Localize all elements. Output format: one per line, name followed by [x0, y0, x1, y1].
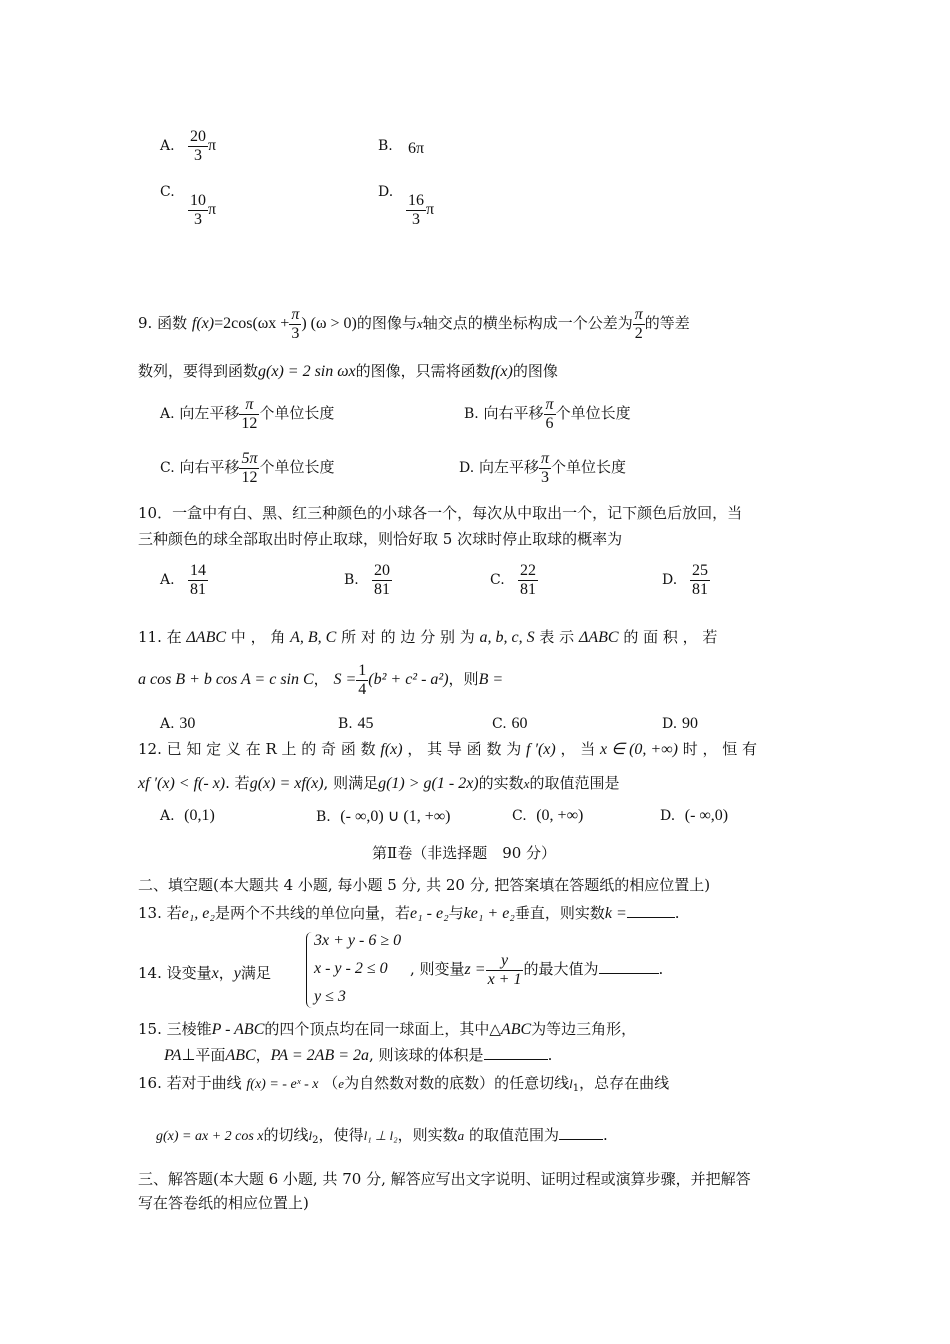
q10-option-b	[372, 562, 392, 598]
q14-denominator: x + 1	[487, 970, 522, 988]
q11-option-c	[492, 714, 527, 733]
q13-text2: 是两个不共线的单位向量，若	[214, 904, 410, 922]
q16-text: 16. 若对于曲线	[138, 1074, 242, 1092]
q10-d-label: D.	[662, 572, 678, 588]
q9-line1	[138, 306, 690, 342]
q9-l2-text: 数列，要得到函数	[138, 362, 259, 380]
q10-line2: 三种颜色的球全部取出时停止取球，则恰好取 5 次球时停止取球的概率为	[138, 530, 623, 548]
q15-abc2: ABC	[225, 1047, 256, 1064]
q9-two: 2	[634, 324, 643, 342]
q11-four: 4	[358, 680, 367, 698]
q9-c-label: C.	[160, 460, 175, 477]
q12-option-b	[316, 806, 450, 826]
q10-a-label: A.	[160, 572, 175, 588]
q16-e: e	[338, 1076, 345, 1091]
q13-text3: 与	[448, 904, 464, 922]
q16-line2: g(x) = ax + 2 cos x的切线$l_2$，使得l₁ ⊥ l₂，则实数a 的取值范围为 .	[156, 1126, 608, 1146]
q16-l1: l	[569, 1076, 573, 1091]
q11-line2	[138, 662, 503, 698]
q8-a-denominator: 3	[194, 146, 202, 164]
q14-text: 14. 设变量	[138, 964, 212, 982]
q10-c-label: C.	[490, 572, 505, 588]
q9-c-pre: 向右平移	[179, 458, 240, 477]
q15-text: 15. 三棱锥	[138, 1020, 212, 1038]
q9-c-post: 个单位长度	[259, 458, 335, 477]
q9-gx: g(x) = 2 sin ωx	[258, 363, 356, 380]
q9-b-den: 6	[545, 414, 554, 432]
q9-option-d	[459, 450, 626, 486]
q15-pyramid: P - ABC	[211, 1021, 265, 1038]
q15-abc: ABC	[500, 1021, 532, 1038]
q11-line1	[138, 626, 717, 647]
q8-option-a-label: A.	[160, 138, 175, 154]
q12-a-label: A.	[160, 808, 175, 824]
q11-s: S =	[333, 671, 357, 689]
q12-option-a	[160, 806, 215, 825]
q10-b-den: 81	[374, 580, 390, 598]
q14-suffix	[410, 952, 663, 988]
q16-answer-blank[interactable]	[559, 1139, 603, 1140]
q11-sides: a, b, c, S	[479, 629, 535, 646]
q12-line2	[138, 772, 619, 793]
q9-line2	[138, 360, 558, 381]
q14-end: .	[658, 960, 664, 979]
q9-x: x	[416, 316, 423, 332]
q8-c-numerator: 10	[190, 192, 206, 209]
q9-option-c	[160, 450, 335, 486]
q12-text5: . 若	[225, 774, 250, 792]
q9-equation: =2cos(ωx +	[214, 315, 290, 333]
q8-option-b-label: B.	[378, 138, 393, 154]
q16-end: .	[602, 1126, 608, 1144]
q9-a-num: π	[239, 396, 259, 415]
q16-a: a	[457, 1128, 465, 1143]
q8-option-d	[406, 192, 434, 228]
q9-text: 函数	[157, 314, 188, 333]
q11-b: B =	[478, 671, 504, 689]
q9-b-num: π	[545, 396, 554, 413]
q11-then: ，则	[448, 670, 479, 689]
q9-a-pre: 向左平移	[179, 404, 240, 423]
q9-b-label: B.	[464, 406, 479, 423]
q11-option-d	[662, 714, 698, 733]
q9-pi2: π	[634, 306, 643, 323]
q11-triangle2: ΔABC	[578, 629, 619, 646]
q9-pi: π	[291, 306, 300, 323]
q9-a-den: 12	[241, 414, 258, 432]
q15-text6: , 则该球的体积是	[369, 1046, 484, 1064]
q13-answer-blank[interactable]	[627, 917, 675, 918]
q12-x: x	[523, 776, 530, 791]
q14-text2: 满足	[240, 964, 271, 982]
q10-b-label: B.	[344, 572, 359, 588]
q12-inequality: xf ′(x) < f(- x)	[138, 775, 226, 792]
q16-text7: ，则实数	[397, 1126, 458, 1144]
q9-d-label: D.	[459, 460, 475, 477]
q16-text4: ，总存在曲线	[579, 1074, 670, 1092]
q14-prefix	[138, 962, 271, 983]
section2-heading: 第Ⅱ卷（非选择题 90 分）	[372, 844, 557, 862]
q9-c-den: 12	[241, 468, 258, 486]
q12-option-d	[660, 806, 728, 825]
q11-option-a	[160, 714, 195, 733]
q12-text4: 时 ， 恒 有	[682, 740, 758, 758]
q14-answer-blank[interactable]	[599, 973, 659, 974]
q14-x: x	[211, 965, 219, 982]
q16-l2: l	[308, 1128, 313, 1143]
q8-option-a	[188, 128, 216, 164]
q14-constraint-3: y ≤ 3	[314, 988, 346, 1005]
q12-c-value: (0, +∞)	[536, 807, 584, 824]
q12-text2: ， 其 导 函 数 为	[407, 740, 522, 758]
q12-c-label: C.	[512, 808, 527, 824]
q8-a-numerator: 20	[190, 128, 206, 145]
q12-gdef: g(x) = xf(x)	[249, 775, 324, 792]
q14-z: z =	[464, 961, 486, 979]
q11-text4: 表 示	[539, 628, 575, 646]
q12-domain: x ∈ (0, +∞)	[600, 741, 678, 758]
q15-line1	[138, 1018, 636, 1039]
q14-constraint-1: 3x + y - 6 ≥ 0	[314, 932, 402, 949]
q9-d-num: π	[540, 450, 549, 467]
q8-option-b: 6π	[408, 140, 425, 157]
q8-a-pi: π	[208, 137, 217, 155]
q9-fx: f(x)	[191, 315, 215, 333]
q16-text3: 为自然数对数的底数）的任意切线	[344, 1074, 570, 1092]
q15-text4: 平面	[195, 1046, 226, 1064]
q14-comma: ，	[218, 964, 234, 982]
q12-text7: 的实数	[478, 774, 524, 792]
q9-a-label: A.	[160, 406, 175, 423]
q8-d-pi: π	[426, 201, 435, 219]
q11-a-label: A.	[160, 716, 175, 732]
q11-c-label: C.	[492, 716, 507, 732]
q8-option-c	[188, 192, 216, 228]
q13-vectors: e₁, e₂	[181, 905, 215, 922]
q10-c-num: 22	[520, 562, 536, 579]
q10-b-num: 20	[374, 562, 390, 579]
q11-comma: ，	[313, 670, 329, 689]
q14-numerator: y	[486, 952, 524, 971]
q15-equation: PA = 2AB = 2a	[270, 1047, 370, 1064]
q14-system-brace	[306, 932, 313, 1008]
q16-text6: ，使得	[318, 1126, 364, 1144]
q8-option-c-label: C.	[160, 184, 175, 200]
q11-option-b	[338, 714, 374, 733]
q15-text3: 为等边三角形，	[531, 1020, 637, 1038]
q11-text2: 中 ， 角	[230, 628, 286, 646]
q16-perp: l₁ ⊥ l₂	[363, 1128, 398, 1143]
q8-d-numerator: 16	[408, 192, 424, 209]
q12-text6: , 则满足	[323, 774, 379, 792]
q15-answer-blank[interactable]	[484, 1059, 548, 1060]
q14-text4: 的最大值为	[523, 960, 599, 979]
q10-option-c	[518, 562, 538, 598]
q11-text: 11. 在	[138, 628, 182, 646]
q9-d-den: 3	[540, 468, 549, 486]
q12-text: 12. 已 知 定 义 在 R 上 的 奇 函 数	[138, 740, 376, 758]
q12-fprime: f ′(x)	[526, 741, 556, 758]
q11-angles: A, B, C	[290, 629, 337, 646]
q11-b-value: 45	[357, 715, 374, 732]
q8-c-pi: π	[208, 201, 217, 219]
q12-text8: 的取值范围是	[529, 774, 620, 792]
q8-c-denominator: 3	[194, 210, 202, 228]
q13-v1: e₁ - e₂	[409, 905, 449, 922]
q15-perp: ⊥	[181, 1047, 196, 1064]
section3-line1: 三、解答题(本大题 6 小题, 共 70 分, 解答应写出文字说明、证明过程或演算步骤，并把解答	[138, 1170, 751, 1188]
q9-option-b	[464, 396, 631, 432]
q12-g-inequality: g(1) > g(1 - 2x)	[378, 775, 479, 792]
q13-v2: ke₁ + e₂	[463, 905, 515, 922]
q11-one: 1	[358, 662, 367, 679]
q10-option-a	[188, 562, 208, 598]
q16-fx: f(x) = - eˣ - x	[246, 1077, 319, 1092]
q11-b-label: B.	[338, 716, 353, 732]
q11-expression: (b² + c² - a²)	[368, 671, 449, 689]
q9-text3: 轴交点的横坐标构成一个公差为	[422, 314, 633, 333]
q12-b-value: (- ∞,0) ∪ (1, +∞)	[340, 808, 451, 825]
q11-text3: 所 对 的 边 分 别 为	[341, 628, 475, 646]
q14-text3: , 则变量	[410, 960, 465, 979]
q16-text8: 的取值范围为	[468, 1126, 559, 1144]
q15-text2: 的四个顶点均在同一球面上，其中△	[264, 1020, 501, 1038]
q11-a-value: 30	[179, 715, 196, 732]
q9-number: 9.	[138, 314, 153, 333]
q8-option-d-label: D.	[378, 184, 394, 200]
q11-triangle: ΔABC	[186, 629, 227, 646]
q12-b-label: B.	[316, 809, 331, 825]
q9-l2-text3: 的图像	[512, 362, 558, 380]
q9-a-post: 个单位长度	[259, 404, 335, 423]
q16-gx: g(x) = ax + 2 cos x	[156, 1129, 264, 1144]
q9-condition: ) (ω > 0)	[301, 315, 357, 333]
q16-line1: 16. 若对于曲线 f(x) = - eˣ - x （e为自然数对数的底数）的任意切线$l_1$，总存在曲线	[138, 1074, 670, 1094]
q11-c-value: 60	[511, 715, 528, 732]
q9-l2-text2: 的图像，只需将函数	[355, 362, 491, 380]
section3-line2: 写在答卷纸的相应位置上)	[138, 1194, 309, 1212]
q14-constraint-2: x - y - 2 ≤ 0	[314, 960, 388, 977]
q10-line1: 10．一盒中有白、黑、红三种颜色的小球各一个，每次从中取出一个，记下颜色后放回，当	[138, 504, 743, 522]
q11-d-label: D.	[662, 716, 678, 732]
q13-text4: 垂直，则实数	[514, 904, 605, 922]
q9-b-pre: 向右平移	[483, 404, 544, 423]
q11-equation: a cos B + b cos A = c sin C	[138, 671, 314, 689]
q10-a-num: 14	[190, 562, 206, 579]
q9-fx2: f(x)	[490, 363, 513, 380]
q9-b-post: 个单位长度	[555, 404, 631, 423]
q15-line2	[164, 1044, 552, 1065]
q11-d-value: 90	[681, 715, 698, 732]
section2-intro: 二、填空题(本大题共 4 小题, 每小题 5 分, 共 20 分, 把答案填在答题纸的相应位置上)	[138, 876, 711, 894]
q11-text5: 的 面 积 ， 若	[623, 628, 718, 646]
q12-a-value: (0,1)	[184, 807, 215, 824]
q15-end: .	[547, 1046, 553, 1064]
q10-d-num: 25	[692, 562, 708, 579]
q13-text: 13. 若	[138, 904, 182, 922]
q9-text2: 的图像与	[356, 314, 417, 333]
q12-d-value: (- ∞,0)	[684, 807, 729, 824]
q9-three: 3	[291, 324, 300, 342]
q12-option-c	[512, 806, 583, 825]
q9-c-num: 5π	[241, 450, 258, 467]
q13-end: .	[674, 904, 680, 922]
q10-a-den: 81	[190, 580, 206, 598]
q9-d-pre: 向左平移	[478, 458, 539, 477]
q13	[138, 902, 680, 923]
q12-line1	[138, 738, 757, 759]
q10-option-d	[690, 562, 710, 598]
q12-text3: ， 当	[560, 740, 596, 758]
q10-c-den: 81	[520, 580, 536, 598]
q13-k: k =	[604, 905, 627, 922]
q9-d-post: 个单位长度	[551, 458, 627, 477]
q16-text5: 的切线	[263, 1126, 309, 1144]
q10-d-den: 81	[692, 580, 708, 598]
q14-y: y	[233, 965, 241, 982]
q9-option-a	[160, 396, 334, 432]
q15-text5: ，	[255, 1046, 271, 1064]
q9-text4: 的等差	[644, 314, 690, 333]
q15-pa: PA	[164, 1047, 182, 1064]
q16-text2: （	[323, 1074, 339, 1092]
q8-d-denominator: 3	[412, 210, 420, 228]
q12-fx: f(x)	[380, 741, 403, 758]
q12-d-label: D.	[660, 808, 676, 824]
